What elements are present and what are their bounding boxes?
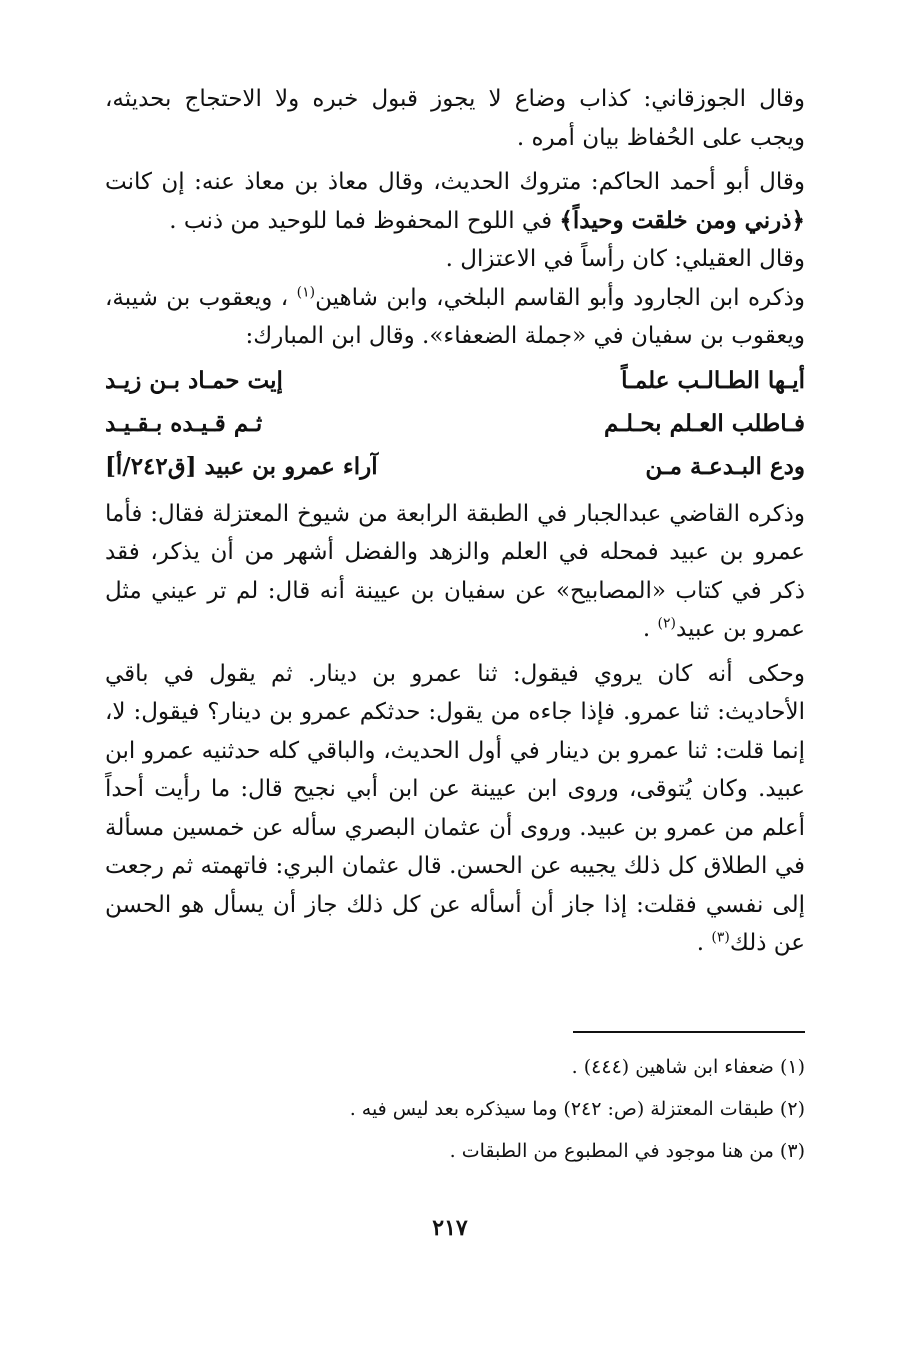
footnote-1: (١) ضعفاء ابن شاهين (٤٤٤) . [571,1056,805,1078]
poem-second-hemistich: آراء عمرو بن عبيد [ق٢٤٢/أ] [105,452,378,480]
footnote-3: (٣) من هنا موجود في المطبوع من الطبقات . [449,1140,805,1162]
footnote-ref-2[interactable]: (٢) [657,615,676,632]
poem-first-hemistich: أيـها الطـالـب علمـاً [621,366,805,394]
paragraph-hakim-text: وقال أبو أحمد الحاكم: متروك الحديث، وقال معاذ بن معاذ عنه: إن كانت [105,169,805,195]
paragraph-hakim-end: في اللوح المحفوظ فما للوحيد من ذنب . [169,207,560,234]
paragraph-hikaya-text: وحكى أنه كان يروي فيقول: ثنا عمرو بن دينار. ثم يقول في باقي الأحاديث: ثنا عمرو. فإذا جاءه من يقول: حدثكم عمرو بن دينار؟ فيقول: لا، إنما قلت: ثنا عمرو بن دينار في أول الحديث، والباقي كله حدثنيه عمرو ابن عبيد. وكان يُتوقى، وروى ابن عيينة عن ابن أبي نجيح قال: ما رأيت أحداً أعلم من عمرو بن عبيد. وروى أن عثمان البصري سأله عن خمسين مسألة في الطلاق كل ذلك يجيبه عن الحسن. قال عثمان البري: فاتهمته ثم رجعت إلى نفسي فقلت: إذا جاز أن أسأله عن كل ذلك جاز أن يسأل هو الحسن عن ذلك [105,660,805,956]
quran-quote: ﴿ذرني ومن خلقت وحيداً﴾ [559,206,805,234]
poem-second-hemistich: إيت حمـاد بـن زيـد [105,366,283,394]
paragraph-abdul-jabbar [105,495,805,649]
paragraph-uqayli: وقال العقيلي: كان رأساً في الاعتزال . [445,246,805,272]
poem-first-hemistich: ودع البـدعـة مـن [645,452,805,480]
paragraph-ibn-jarud-end: ، ويعقوب بن شيبة، ويعقوب بن سفيان في «جملة الضعفاء». وقال ابن المبارك: [105,284,805,349]
footnote-ref-3[interactable]: (٣) [711,929,730,946]
footnote-divider [573,1031,805,1033]
paragraph-hikaya [105,655,805,963]
paragraph-abdul-jabbar-end: . [642,616,658,642]
poem-verse [105,403,805,446]
poem-first-hemistich: فـاطلب العـلم بحـلـم [603,409,805,437]
paragraph-abdul-jabbar-text: وذكره القاضي عبدالجبار في الطبقة الرابعة من شيوخ المعتزلة فقال: فأما عمرو بن عبيد فمحله في العلم والزهد والفضل أشهر من أن يذكر، فقد ذكر في كتاب «المصابيح» عن سفيان بن عيينة أنه قال: لم تر عيني مثل عمرو بن عبيد [105,500,805,642]
paragraph-hikaya-end: . [696,930,712,956]
footnotes [105,1046,805,1172]
paragraph-ibn-jarud [105,279,805,356]
poem-verse [105,446,805,489]
page-number: ٢١٧ [432,1215,468,1241]
poem-second-hemistich: ثـم قـيـده بـقـيـد [105,409,263,437]
footnote-ref-1[interactable]: (١) [296,283,316,300]
poem [105,360,805,489]
footnote-2: (٢) طبقات المعتزلة (ص: ٢٤٢) وما سيذكره بعد ليس فيه . [349,1098,805,1120]
main-text [105,80,805,969]
poem-verse [105,360,805,403]
paragraph-jawzaqani: وقال الجوزقاني: كذاب وضاع لا يجوز قبول خبره ولا الاحتجاج بحديثه، ويجب على الحُفاظ بيان أمره . [105,86,805,151]
paragraph-ibn-jarud-text: وذكره ابن الجارود وأبو القاسم البلخي، وابن شاهين [315,284,806,311]
paragraph-hakim [105,163,805,240]
